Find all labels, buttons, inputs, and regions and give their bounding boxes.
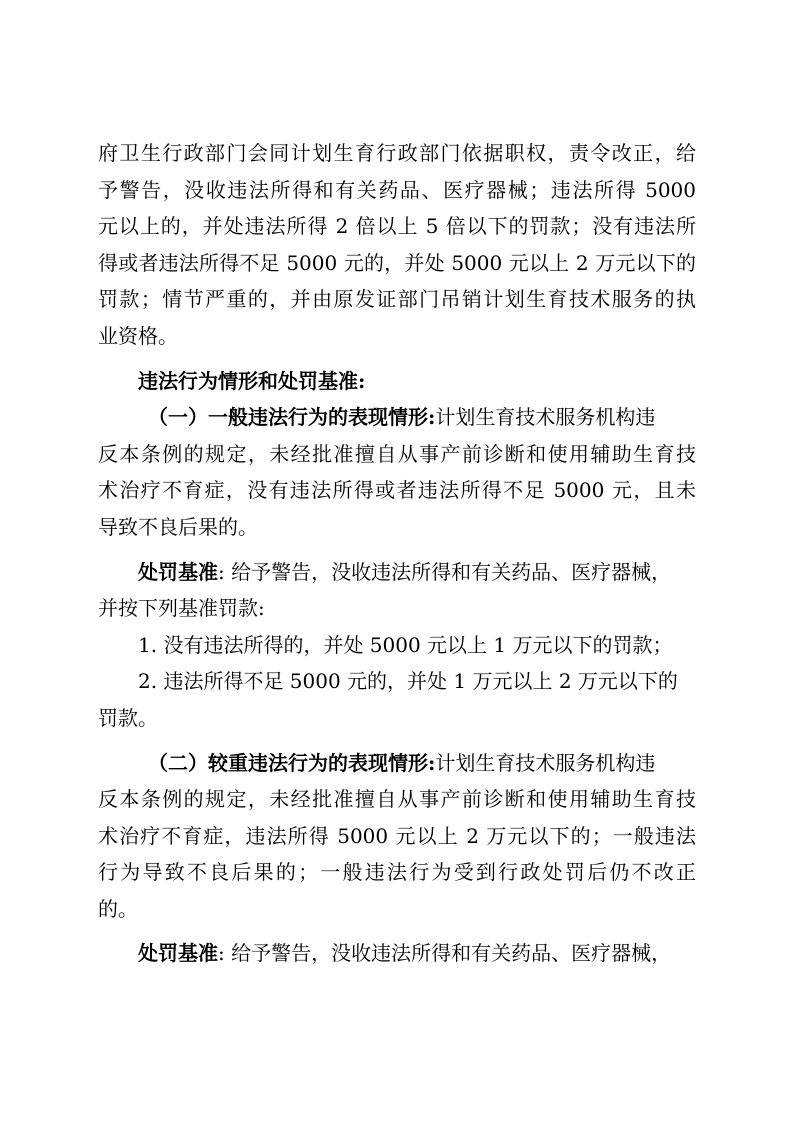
basis-1-item-2-line-2: 罚款。 [98, 705, 158, 730]
section-heading: 违法行为情形和处罚基准: [138, 368, 366, 393]
basis-1-line-2: 并按下列基准罚款: [98, 596, 265, 621]
case-1-line-2: 反本条例的规定，未经批准擅自从事产前诊断和使用辅助生育技 [98, 441, 696, 466]
basis-1-line-1-text: : 给予警告，没收违法所得和有关药品、医疗器械， [218, 559, 672, 584]
paragraph-1-line-3: 元以上的，并处违法所得 2 倍以上 5 倍以下的罚款；没有违法所 [98, 214, 696, 239]
basis-2-line-1-text: : 给予警告，没收违法所得和有关药品、医疗器械， [218, 941, 672, 966]
basis-2-first-line [98, 935, 696, 972]
case-2-label: （二）较重违法行为的表现情形: [148, 750, 436, 775]
paragraph-1-line-6: 业资格。 [98, 323, 178, 348]
case-2-line-2: 反本条例的规定，未经批准擅自从事产前诊断和使用辅助生育技 [98, 787, 696, 812]
case-2-line-1-text: 计划生育技术服务机构违 [435, 750, 656, 775]
case-1-line-1-text: 计划生育技术服务机构违 [435, 405, 656, 430]
case-2-line-5: 的。 [98, 896, 138, 921]
case-2-line-4: 行为导致不良后果的；一般违法行为受到行政处罚后仍不改正 [98, 860, 696, 885]
case-1-label: （一）一般违法行为的表现情形: [148, 405, 436, 430]
paragraph-1-line-2: 予警告，没收违法所得和有关药品、医疗器械；违法所得 5000 [98, 177, 696, 202]
paragraph-1-line-1: 府卫生行政部门会同计划生育行政部门依据职权，责令改正，给 [98, 141, 696, 165]
basis-1-label: 处罚基准 [138, 559, 218, 584]
document-body [98, 135, 696, 972]
case-2-line-3: 术治疗不育症，违法所得 5000 元以上 2 万元以下的；一般违法 [98, 823, 696, 848]
basis-1-item-1: 1. 没有违法所得的，并处 5000 元以上 1 万元以下的罚款； [138, 632, 673, 657]
basis-1-item-2-line-1: 2. 违法所得不足 5000 元的，并处 1 万元以上 2 万元以下的 [138, 669, 678, 694]
paragraph-1-line-5: 罚款；情节严重的，并由原发证部门吊销计划生育技术服务的执 [98, 287, 696, 312]
case-1-line-4: 导致不良后果的。 [98, 514, 258, 539]
basis-2-label: 处罚基准 [138, 941, 218, 966]
basis-1-first-line [98, 554, 696, 591]
case-1-line-3: 术治疗不育症，没有违法所得或者违法所得不足 5000 元，且未 [98, 478, 696, 503]
case-2-first-line [98, 745, 696, 782]
case-1-first-line [98, 399, 696, 436]
paragraph-1-line-4: 得或者违法所得不足 5000 元的，并处 5000 元以上 2 万元以下的 [98, 250, 696, 275]
